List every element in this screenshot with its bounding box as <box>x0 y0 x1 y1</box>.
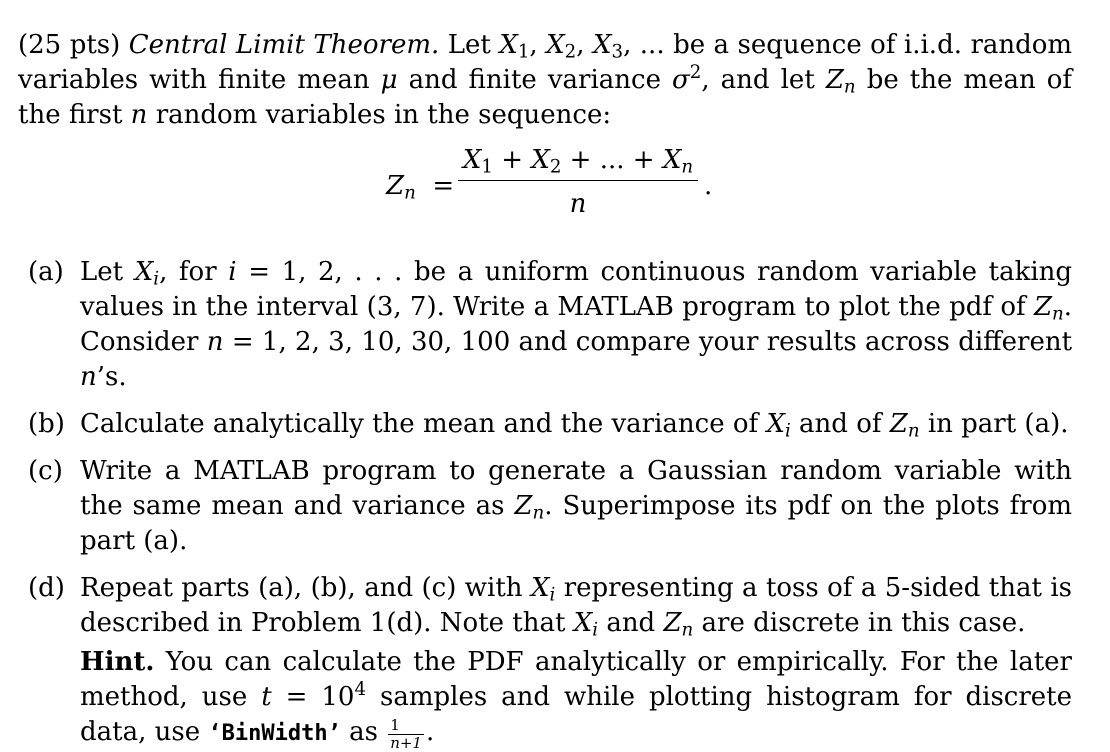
part-b: (b) Calculate analytically the mean and the variance of $X_i$ and of $Z_n$ in part (a). <box>28 409 1069 442</box>
binwidth-code: ‘BinWidth’ <box>208 721 341 746</box>
equation-lhs: $Z_n$ = <box>386 171 455 204</box>
points-label: (25 pts) <box>18 30 121 60</box>
topic-title: Central Limit Theorem. <box>128 30 440 60</box>
equation-denominator: n <box>569 189 587 219</box>
sub-question-list <box>18 255 1072 752</box>
part-c-label: (c) <box>28 456 63 486</box>
part-d: (d) Repeat parts (a), (b), and (c) with $X_i$ representing a toss of a 5-sided that is described in Problem 1(d). Note that $X_i$ and $Z_n$ are discrete in this case. <box>28 573 1073 641</box>
equation-fraction <box>458 143 698 221</box>
binwidth-fraction: $\frac{1}{n+1}$ <box>390 716 422 752</box>
part-a-label: (a) <box>28 257 64 287</box>
part-c: (c) Write a MATLAB program to generate a Gaussian random variable with the same mean and variance as $Z_n$. Superimpose its pdf on the plots from part (a). <box>28 456 1073 556</box>
fraction-bar <box>458 180 698 181</box>
part-b-label: (b) <box>28 409 65 439</box>
hint-paragraph: Hint. You can calculate the PDF analytically or empirically. For the later method, use $t = 10^4$ samples and while plotting histogram for discrete data, use ‘BinWidth’ as $\frac{1}{n+1}$ . <box>80 647 1073 752</box>
problem-page <box>18 28 1072 752</box>
intro-paragraph: (25 pts) Central Limit Theorem. Let $X_1$, $X_2$, $X_3$, ... be a sequence of i.i.d. random variables with finite mean μ and finite variance $\sigma^2$, and let $Z_n$ be the mean of the first n random variables in the sequence: <box>18 30 1073 130</box>
part-d-label: (d) <box>28 573 65 603</box>
part-a: (a) Let $X_i$, for i = 1, 2, . . . be a uniform continuous random variable taking values in the interval (3, 7). Write a MATLAB program to plot the pdf of $Z_n$. Consider n = 1, 2, 3, 10, 30, 100 and compare your results across different n’s. <box>28 257 1073 392</box>
hint-label: Hint. <box>80 647 155 677</box>
equation-numerator: $X_1 + X_2$ + ... + $X_n$ <box>462 145 694 178</box>
mean-equation: $Z_n$ = $X_1 + X_2$ + ... + $X_n$ n . <box>386 145 713 219</box>
